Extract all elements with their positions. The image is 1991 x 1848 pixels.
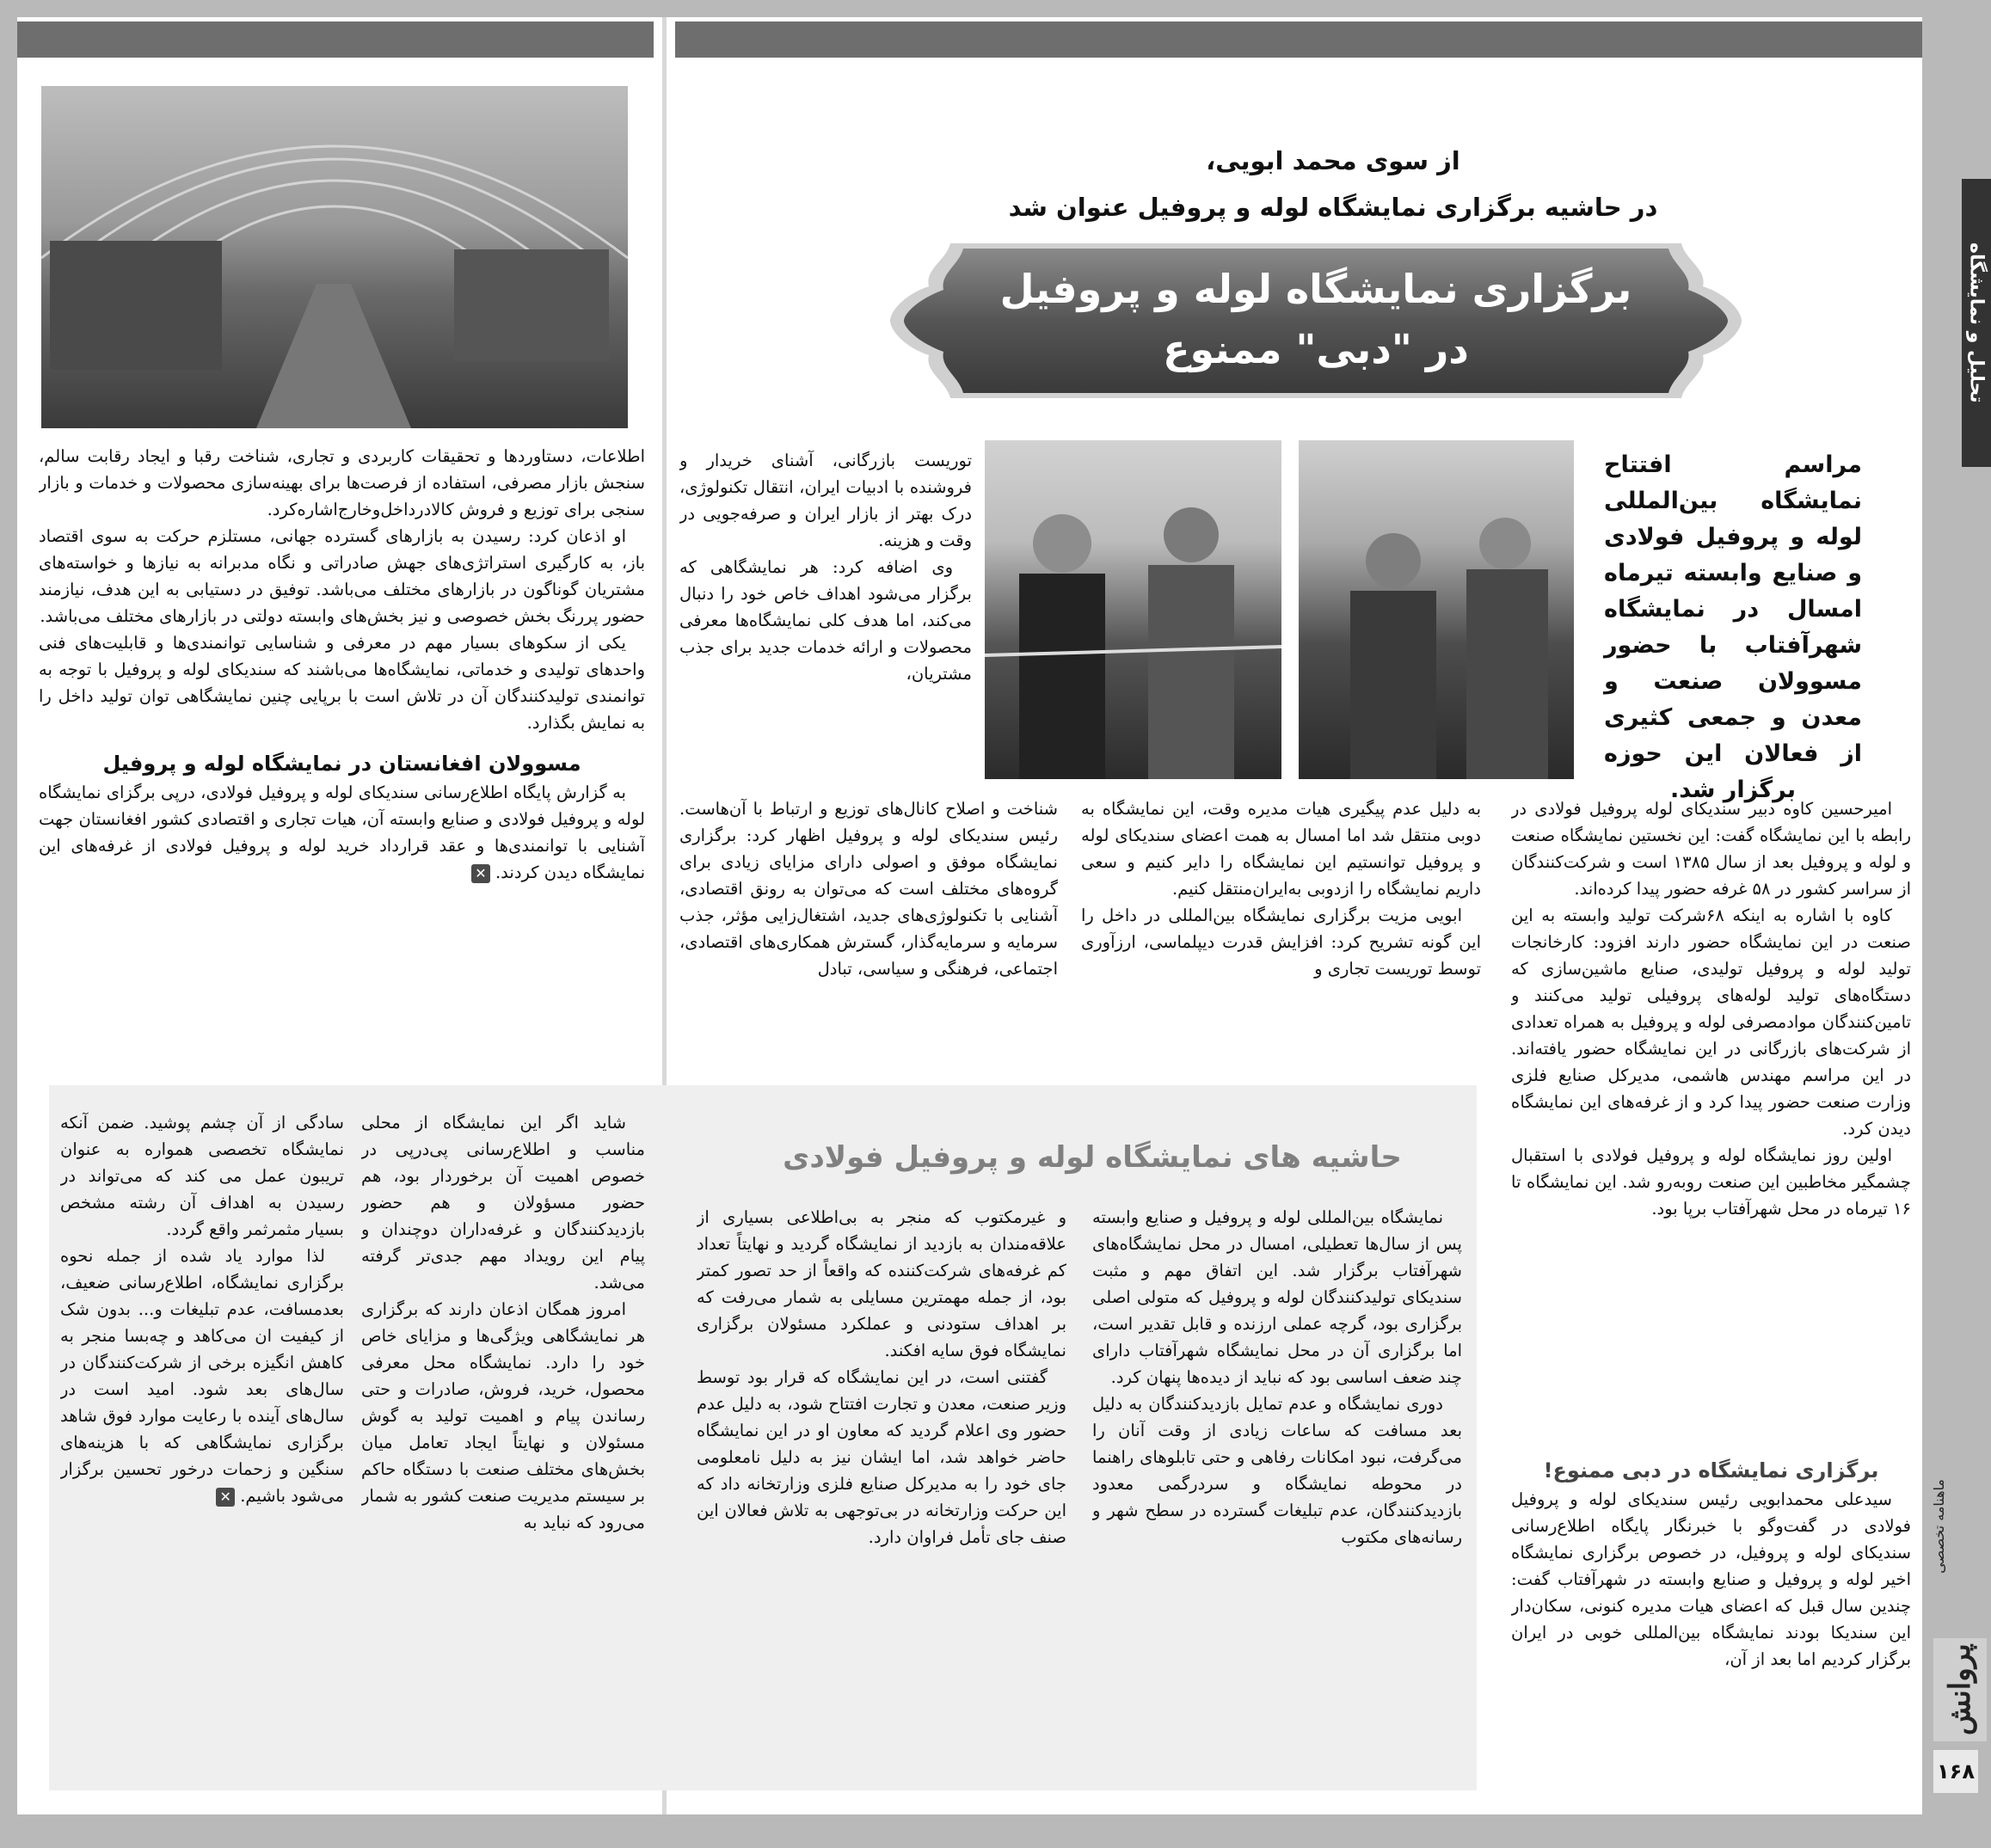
dubai-subhead: برگزاری نمایشگاه در دبی ممنوع!	[1543, 1458, 1879, 1483]
article-paragraph: به دلیل عدم پیگیری هیات مدیره وقت، این نمایشگاه به دوبی منتقل شد اما امسال به همت اعضای سندیکای لوله و پروفیل توانستیم این نمایشگاه را دایر کنیم و سعی داریم نمایشگاه را ازدوبی به‌ایران‌منتقل کنیم.	[1081, 799, 1481, 899]
page-number: ۱۶۸	[1933, 1750, 1978, 1793]
article-paragraph: کاوه با اشاره به اینکه ۶۸شرکت تولید وابسته به این صنعت در این نمایشگاه حضور دارند افزود: کارخانجات تولید لوله و پروفیل تولیدی، صنایع ماشین‌سازی که دستگاه‌های تولید لوله‌های پروفیلی تولید می‌کنند و تامین‌کنندگان موادمصرفی لوله و پروفیل به همراه تعدادی از شرکت‌های بازرگانی در این نمایشگاه حضور یافته‌اند. در این مراسم مهندس هاشمی، مدیرکل صنایع فلزی وزارت صنعت حضور پیدا کرد و از غرفه‌های این نمایشگاه دیدن کرد.	[1511, 906, 1911, 1139]
sidebar-paragraph: شاید اگر این نمایشگاه از محلی مناسب و اطلاع‌رسانی پی‌درپی در خصوص اهمیت آن برخوردار بود، هم حضور مسؤولان و هم حضور بازدیدکنندگان و غرفه‌داران دوچندان و پیام این رویداد مهم جدی‌تر گرفته می‌شد.	[361, 1113, 645, 1292]
kicker-line-2: در حاشیه برگزاری نمایشگاه لوله و پروفیل عنوان شد	[1008, 193, 1658, 222]
article-column-1	[1511, 795, 1911, 1445]
article-column-2	[1081, 795, 1481, 1071]
article-paragraph: اطلاعات، دستاوردها و تحقیقات کاربردی و تجاری، شناخت رقبا و ایجاد رقابت سالم، سنجش بازار مصرفی، استفاده از فرصت‌ها برای بهینه‌سازی محصولات و خدمات و بازار سنجی برای توزیع و فروش کالادرداخل‌وخارج‌اشاره‌کرد.	[39, 446, 645, 519]
end-mark-icon: ✕	[471, 864, 490, 883]
sidebar-paragraph: و غیرمکتوب که منجر به بی‌اطلاعی بسیاری از علاقه‌مندان به بازدید از نمایشگاه گردید و نهایتاً تعداد کم غرفه‌های شرکت‌کننده که واقعاً از حد تصور کمتر بود، از جمله مهمترین مسایلی به شمار می‌رفت که بر اهداف ستودنی و عملکرد مسئولان برگزاری نمایشگاه فوق سایه افکند.	[697, 1207, 1066, 1360]
article-paragraph: توریست بازرگانی، آشنای خریدار و فروشنده با ادبیات ایران، انتقال تکنولوژی، درک بهتر از بازار ایران و صرفه‌جویی در وقت و هزینه.	[679, 451, 972, 550]
article-column-4	[39, 443, 645, 1075]
article-paragraph: ابویی مزیت برگزاری نمایشگاه بین‌المللی در داخل را این گونه تشریح کرد: افزایش قدرت دیپلماسی، ارزآوری توسط توریست تجاری و	[1081, 906, 1481, 979]
kicker	[955, 138, 1711, 230]
sidebar-paragraph: امروز همگان اذعان دارند که برگزاری هر نمایشگاهی ویژگی‌ها و مزایای خاص خود را دارد. نمایشگاه محل معرفی محصول، خرید، فروش، صادرات و حتی رساندن پیام و اهمیت تولید به گوش مسئولان و نهایتاً ایجاد تعامل میان بخش‌های مختلف صنعت با دستگاه حاکم بر سیستم مدیریت صنعت کشور به شمار می‌رود که نباید به	[361, 1299, 645, 1532]
afghan-paragraph: به گزارش پایگاه اطلاع‌رسانی سندیکای لوله و پروفیل فولادی، درپی برگزای نمایشگاه لوله و پروفیل فولادی و صنایع وابسته آن، هیات تجاری و اقتصادی کشور افغانستان جهت آشنایی با توانمندی‌ها و عقد قرارداد خرید لوله و پروفیل فولادی از غرفه‌های این نمایشگاه دیدن کردند.	[39, 783, 645, 882]
sidebar-paragraph: نمایشگاه بین‌المللی لوله و پروفیل و صنایع وابسته پس از سال‌ها تعطیلی، امسال در محل نمایشگاه‌های شهرآفتاب برگزار شد. این اتفاق مهم و مثبت سندیکای تولیدکنندگان لوله و پروفیل که متولی اصلی برگزاری بود، گرچه عملی ارزنده و قابل تقدیر است، اما برگزاری آن در محل نمایشگاه شهرآفتاب دارای چند ضعف اساسی بود که نباید از دیده‌ها پنهان کرد.	[1092, 1207, 1462, 1387]
article-paragraph: امیرحسین کاوه دبیر سندیکای لوله پروفیل فولادی در رابطه با این نمایشگاه گفت: این نخستین نمایشگاه صنعت و لوله و پروفیل بعد از سال ۱۳۸۵ است و شرکت‌کنندگان از سراسر کشور در ۵۸ غرفه حضور پیدا کرده‌اند.	[1511, 799, 1911, 899]
article-column-3b	[679, 795, 1058, 1071]
sidebar-paragraph: دوری نمایشگاه و عدم تمایل بازدیدکنندگان به دلیل بعد مسافت که ساعات زیادی از وقت آنان را می‌گرفت، نبود امکانات رفاهی و حتی تابلوهای راهنما در محوطه نمایشگاه و سردرگمی معدود بازدیدکنندگان، عدم تبلیغات گسترده در سطح شهر و رسانه‌های مکتوب	[1092, 1394, 1462, 1547]
article-paragraph: شناخت و اصلاح کانال‌های توزیع و ارتباط با آن‌هاست. رئیس سندیکای لوله و پروفیل اظهار کرد: برگزاری نمایشگاه موفق و اصولی دارای مزایای زیادی برای گروه‌های مختلف است که می‌توان به رونق اقتصادی، آشنایی با تکنولوژی‌های جدید، اشتغال‌زایی مؤثر، جذب سرمایه و سرمایه‌گذار، گسترش همکاری‌های اقتصادی، اجتماعی، فرهنگی و سیاسی، تبادل	[679, 799, 1058, 979]
headline	[993, 259, 1638, 379]
hall-arches-icon	[41, 86, 628, 428]
sidebar-column-3	[361, 1109, 645, 1782]
sidebar-column-1	[1092, 1204, 1462, 1782]
exhibition-hall-photo	[41, 86, 628, 428]
article-paragraph: او اذعان کرد: رسیدن به بازارهای گسترده جهانی، مستلزم حرکت به سوی اقتصاد باز، به کارگیری استراتژی‌های جهش صادراتی و نگاه مدبرانه به نیازها و خواسته‌های مشتریان گوناگون در بازارهای مختلف می‌باشد. توفیق در دستیابی به این هدف، نیازمند حضور پررنگ بخش خصوصی و نیز بخش‌های وابسته دولتی در بازارهای مختلف می‌باشد.	[39, 526, 645, 626]
end-mark-icon: ✕	[216, 1488, 235, 1507]
sidebar-column-4	[60, 1109, 344, 1782]
lead-paragraph: مراسم افتتاح نمایشگاه بین‌المللی لوله و پروفیل فولادی و صنایع وابسته تیرماه امسال در نمایشگاه شهرآفتاب با حضور مسوولان صنعت و معدن و جمعی کثیری از فعالان این حوزه برگزار شد.	[1604, 451, 1862, 803]
headline-line-1: برگزاری نمایشگاه لوله و پروفیل	[999, 266, 1632, 312]
article-paragraph	[39, 779, 645, 886]
magazine-logo: پروانش	[1933, 1638, 1987, 1741]
article-paragraph: یکی از سکوهای بسیار مهم در معرفی و شناسایی توانمندی‌ها و قابلیت‌های فنی واحدهای تولیدی و خدماتی، نمایشگاه‌ها می‌باشند که سندیکای لوله و پروفیل با توجه به توانمندی تولیدکنندگان آن در تلاش است با برپایی چنین نمایشگاهی توان تولید داخل را به نمایش بگذارد.	[39, 633, 645, 733]
sidebar-title: حاشیه های نمایشگاه لوله و پروفیل فولادی	[783, 1140, 1402, 1175]
headline-line-2: در "دبی" ممنوع	[1163, 326, 1469, 372]
kicker-line-1: از سوی محمد ابویی،	[1206, 146, 1460, 175]
afghan-subhead: مسوولان افغانستان در نمایشگاه لوله و پروفیل	[102, 752, 581, 776]
sidebar-closing-text: لذا موارد یاد شده از جمله نحوه برگزاری نمایشگاه، اطلاع‌رسانی ضعیف، بعدمسافت، عدم تبلیغات و... بدون شک از کیفیت ان می‌کاهد و چه‌بسا منجر به کاهش انگیزه برخی از شرکت‌کنندگان در سال‌های بعد شود. امید است در سال‌های آینده با رعایت موارد فوق شاهد برگزاری نمایشگاهی که با هزینه‌های سنگین و زحمات درخور تحسین برگزار می‌شود باشیم.	[60, 1246, 344, 1506]
article-paragraph: اولین روز نمایشگاه لوله و پروفیل فولادی با استقبال چشمگیر مخاطبین این صنعت روبه‌رو شد. این نمایشگاه تا ۱۶ تیرماه در محل شهرآفتاب برپا بود.	[1511, 1145, 1911, 1219]
headline-banner	[890, 243, 1742, 398]
sidebar-paragraph: گفتنی است، در این نمایشگاه که قرار بود توسط وزیر صنعت، معدن و تجارت افتتاح شود، به دلیل عدم حضور وی اعلام گردید که معاون او در این نمایشگاه حاضر خواهد شد، اما ایشان نیز به دلیل نامعلومی جای خود را به مدیرکل صنایع فلزی وزارتخانه داد که این حرکت وزارتخانه در بی‌توجهی به تلاش فعالان این صنف جای تأمل فراوان دارد.	[697, 1367, 1066, 1547]
dubai-section	[1511, 1455, 1911, 1799]
people-silhouette-icon	[1299, 440, 1574, 779]
magazine-subtitle: ماهنامه تخصصی	[1931, 1479, 1947, 1574]
sidebar-paragraph: سادگی از آن چشم پوشید. ضمن آنکه نمایشگاه تخصصی همواره به عنوان تریبون عمل می کند که می‌تواند در رسیدن به اهداف آن رشته مشخص بسیار مثمرثمر واقع گردد.	[60, 1113, 344, 1239]
top-bar-right	[675, 21, 1922, 58]
article-paragraph: سیدعلی محمدابویی رئیس سندیکای لوله و پروفیل فولادی در گفت‌وگو با خبرنگار پایگاه اطلاع‌رسانی سندیکای لوله و پروفیل، در خصوص برگزاری نمایشگاه اخیر لوله و پروفیل و صنایع وابسته در شهرآفتاب گفت: چندین سال قبل که اعضای هیات مدیره کنونی، سکان‌دار این سندیکا بودند نمایشگاه بین‌المللی خوبی در ایران برگزار کردیم اما بعد از آن،	[1511, 1489, 1911, 1669]
sidebar-column-2	[697, 1204, 1066, 1782]
article-column-3	[679, 447, 972, 784]
dubai-paragraph-wrap	[1511, 1486, 1911, 1673]
people-silhouette-icon	[985, 440, 1281, 779]
section-tab: تحلیل و نمایشگاه	[1962, 179, 1991, 467]
top-bar-left	[17, 21, 654, 58]
officials-opening-photo	[1299, 440, 1574, 779]
sidebar-paragraph	[60, 1243, 344, 1509]
ribbon-cutting-photo	[985, 440, 1281, 779]
article-paragraph: وی اضافه کرد: هر نمایشگاهی که برگزار می‌شود اهداف خاص خود را دنبال می‌کند، اما هدف کلی نمایشگاه‌ها معرفی محصولات و ارائه خدمات جدید برای جذب مشتریان،	[679, 557, 972, 684]
